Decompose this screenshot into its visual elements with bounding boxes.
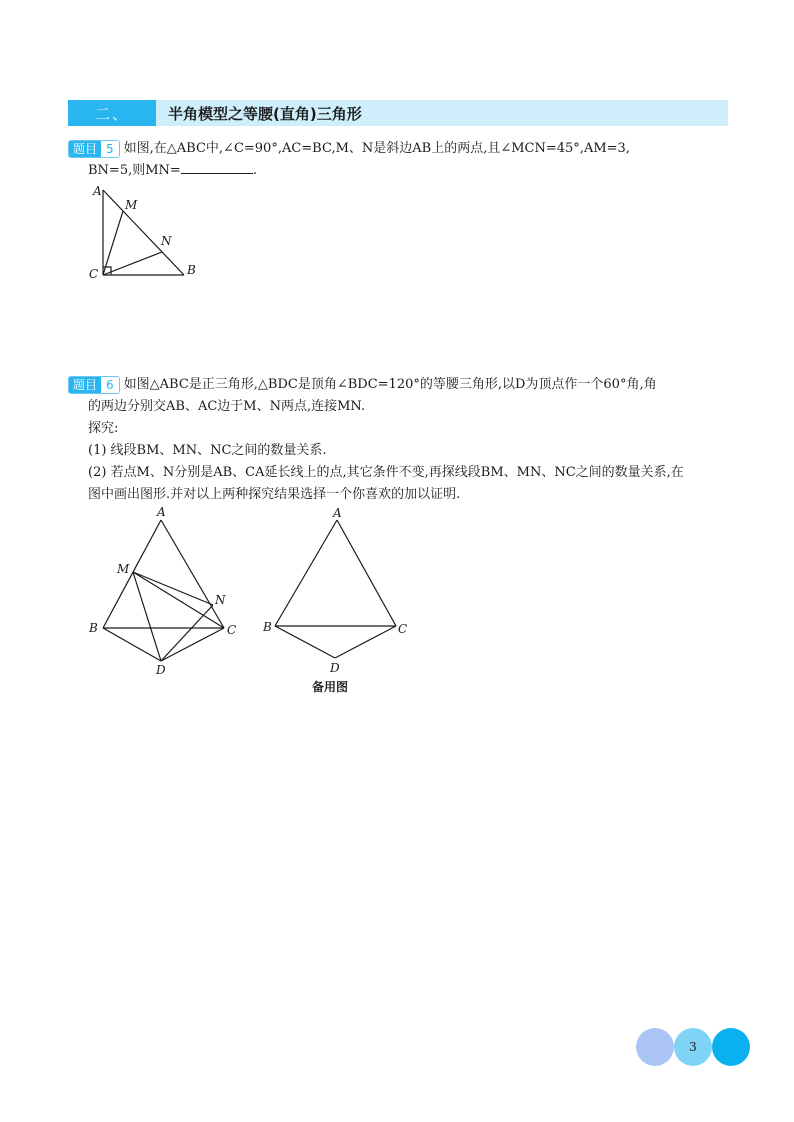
segment-ab xyxy=(275,520,337,626)
problem-6-figure-2 xyxy=(260,502,420,682)
page-dot-middle xyxy=(674,1028,712,1066)
problem-5-line-1 xyxy=(68,138,730,160)
problem-tag xyxy=(68,140,120,158)
problem-tag-label: 题目 xyxy=(69,141,101,157)
label-a: A xyxy=(93,184,102,198)
page-dot-left xyxy=(636,1028,674,1066)
section-header xyxy=(68,100,728,126)
problem-5-text-2: BN=5,则MN= xyxy=(88,163,181,178)
answer-blank xyxy=(181,160,253,174)
label-d: D xyxy=(330,661,340,675)
section-number: 二、 xyxy=(68,100,156,126)
problem-6-text-2: 的两边分别交AB、AC边于M、N两点,连接MN. xyxy=(88,399,366,414)
problem-tag xyxy=(68,376,120,394)
problem-5-line-2 xyxy=(68,160,730,182)
segment-ac xyxy=(337,520,396,626)
page-dot-right xyxy=(712,1028,750,1066)
label-m: M xyxy=(125,198,138,212)
problem-6-text-1: 如图△ABC是正三角形,△BDC是顶角∠BDC=120°的等腰三角形,以D为顶点作一个60°角,角 xyxy=(123,377,657,392)
figure-2-caption: 备用图 xyxy=(312,680,349,694)
problem-5-text-2-end: . xyxy=(252,163,257,178)
segment-bd xyxy=(275,626,335,658)
segment-ac xyxy=(161,520,224,628)
problem-5-text-1: 如图,在△ABC中,∠C=90°,AC=BC,M、N是斜边AB上的两点,且∠MCN=45°,AM=3, xyxy=(123,141,630,156)
segment-cn xyxy=(103,252,162,275)
label-c: C xyxy=(89,267,99,281)
label-a: A xyxy=(157,505,166,519)
label-c: C xyxy=(227,623,237,637)
segment-mc xyxy=(133,572,224,628)
problem-tag-label: 题目 xyxy=(69,377,101,393)
segment-cm xyxy=(103,211,123,275)
problem-6-figure-1 xyxy=(86,502,246,682)
page-number: 3 xyxy=(689,1040,697,1054)
problem-tag-number: 6 xyxy=(101,377,119,393)
segment-ab xyxy=(103,190,184,275)
label-d: D xyxy=(156,663,166,677)
label-n: N xyxy=(161,234,172,248)
segment-cd xyxy=(335,626,396,658)
label-b: B xyxy=(263,620,272,634)
segment-ab xyxy=(103,520,161,628)
problem-6 xyxy=(68,374,730,506)
label-c: C xyxy=(398,622,408,636)
page-number-badge xyxy=(636,1028,752,1068)
problem-6-text-6: 图中画出图形.并对以上两种探究结果选择一个你喜欢的加以证明. xyxy=(88,487,461,502)
problem-5-figure xyxy=(84,180,204,285)
segment-dn xyxy=(161,605,213,661)
problem-6-text-4: (1) 线段BM、MN、NC之间的数量关系. xyxy=(88,443,327,458)
problem-6-line-1 xyxy=(68,374,730,396)
section-title: 半角模型之等腰(直角)三角形 xyxy=(168,104,362,123)
segment-cd xyxy=(161,628,224,661)
label-a: A xyxy=(333,506,342,520)
label-b: B xyxy=(89,621,98,635)
problem-tag-number: 5 xyxy=(101,141,119,157)
problem-5 xyxy=(68,138,730,182)
label-b: B xyxy=(187,263,196,277)
label-m: M xyxy=(117,562,130,576)
problem-6-text-5: (2) 若点M、N分别是AB、CA延长线上的点,其它条件不变,再探线段BM、MN、NC之间的数量关系,在 xyxy=(88,465,684,480)
problem-6-text-3: 探究: xyxy=(88,421,119,436)
label-n: N xyxy=(215,593,226,607)
